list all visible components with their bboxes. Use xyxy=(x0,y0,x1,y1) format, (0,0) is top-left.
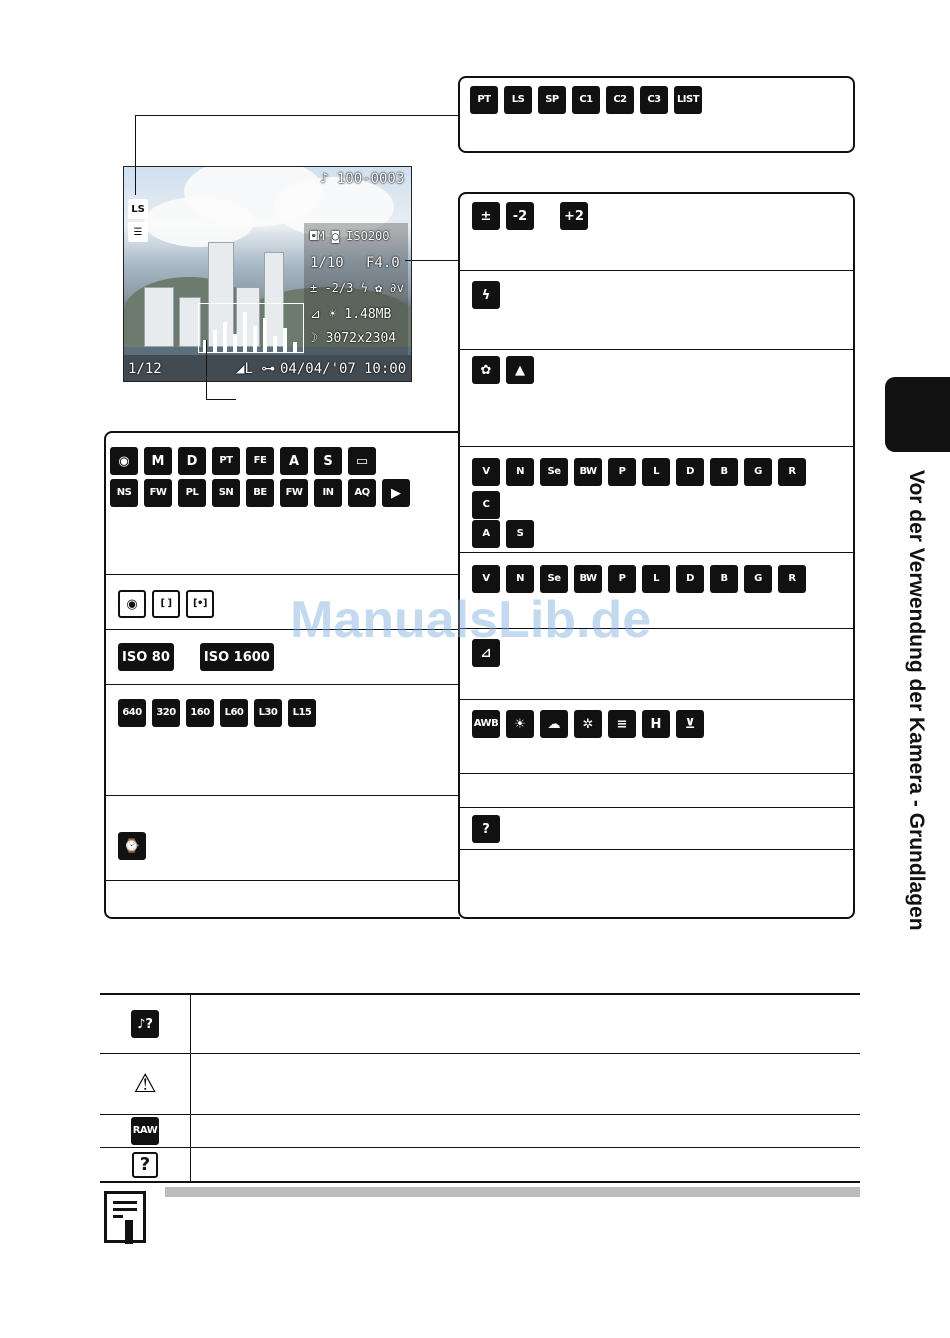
custom3-icon: C3 xyxy=(640,86,668,114)
vivid-blue-icon: B xyxy=(710,458,738,486)
bw-icon: BW xyxy=(574,565,602,593)
my-colors-row2 xyxy=(472,491,500,519)
my-colors-icons-b xyxy=(472,565,842,593)
tungsten-icon: ✲ xyxy=(574,710,602,738)
lighter-skin-icon: L xyxy=(642,458,670,486)
scene-mode-icons xyxy=(470,86,702,114)
minus-two-icon: -2 xyxy=(506,202,534,230)
custom-color-icon: C xyxy=(472,491,500,519)
focus-icons xyxy=(472,356,534,384)
neutral-icon: N xyxy=(506,565,534,593)
evaluative-metering-icon: ◉ xyxy=(118,590,146,618)
watermark: ManualsLib.de xyxy=(290,591,652,649)
self-timer-icon: ⌚ xyxy=(118,832,146,860)
callout-line xyxy=(135,115,136,195)
table-bottom-rule xyxy=(100,1181,860,1183)
raw-icon: RAW xyxy=(131,1117,159,1145)
callout-line xyxy=(135,115,458,116)
sports-icon: SP xyxy=(538,86,566,114)
positive-film-icon: P xyxy=(608,565,636,593)
vivid-blue-icon: B xyxy=(710,565,738,593)
iso-icons xyxy=(118,643,274,671)
lighter-skin-icon: L xyxy=(642,565,670,593)
self-timer-icons xyxy=(118,832,146,860)
cloudy-icon: ☁ xyxy=(540,710,568,738)
movie-320-icon: 320 xyxy=(152,699,180,727)
digital-macro-icon: D xyxy=(178,447,206,475)
custom2-icon: C2 xyxy=(606,86,634,114)
bw-icon: BW xyxy=(574,458,602,486)
metering-icons xyxy=(118,590,214,618)
right-settings-box xyxy=(458,192,855,919)
building xyxy=(144,287,174,347)
exposure-comp: ± -2/3 ϟ ✿ ∂v xyxy=(310,281,404,295)
center-weighted-icon: [ ] xyxy=(152,590,180,618)
stitch-icon: ▭ xyxy=(348,447,376,475)
sound-memo-icon: ♪? xyxy=(131,1010,159,1038)
exposure-comp-icons xyxy=(472,202,588,230)
aquarium-icon: AQ xyxy=(348,479,376,507)
darker-skin-icon: D xyxy=(676,458,704,486)
question-icon: ? xyxy=(132,1152,158,1178)
exposure-comp-icon: ± xyxy=(472,202,500,230)
macro-icon: ✿ xyxy=(472,356,500,384)
color-accent-icon: A xyxy=(472,520,500,548)
indoor-icon: IN xyxy=(314,479,342,507)
my-colors-icons-a xyxy=(472,458,842,486)
white-balance-icons xyxy=(472,710,704,738)
quality: ◢L ⊶ xyxy=(236,361,276,377)
table-row xyxy=(100,1054,190,1114)
color-accent-icon: A xyxy=(280,447,308,475)
table-row xyxy=(100,1148,190,1181)
cloud xyxy=(144,197,254,247)
callout-line xyxy=(206,340,207,400)
movie-l15-icon: L15 xyxy=(288,699,316,727)
color-swap-icon: S xyxy=(314,447,342,475)
plus-two-icon: +2 xyxy=(560,202,588,230)
callout-line xyxy=(206,399,236,400)
file-number: ♪ 100-0003 xyxy=(320,171,405,187)
iso-1600-icon: ISO 1600 xyxy=(200,643,274,671)
auto-icon: ◉ xyxy=(110,447,138,475)
portrait-icon: PT xyxy=(212,447,240,475)
auto-wb-icon: AWB xyxy=(472,710,500,738)
movie-l30-icon: L30 xyxy=(254,699,282,727)
my-colors-row3 xyxy=(472,520,534,548)
positive-film-icon: P xyxy=(608,458,636,486)
resolution-row: ☽ 3072x2304 xyxy=(310,331,397,346)
table-row-rule xyxy=(100,1053,860,1054)
histogram xyxy=(198,303,304,353)
list-icon: ☰ xyxy=(128,222,148,242)
sepia-icon: Se xyxy=(540,458,568,486)
vivid-red-icon: R xyxy=(778,458,806,486)
callout-line xyxy=(405,260,458,261)
fireworks-icon: FW xyxy=(280,479,308,507)
chapter-tab xyxy=(885,377,950,452)
spot-metering-icon: [•] xyxy=(186,590,214,618)
color-swap-icon: S xyxy=(506,520,534,548)
list-icon: LIST xyxy=(674,86,702,114)
stabilizer-icons xyxy=(472,815,500,843)
kids-pets-icon: FW xyxy=(144,479,172,507)
vivid-green-icon: G xyxy=(744,458,772,486)
chapter-title: Vor der Verwendung der Kamera - Grundlagen xyxy=(905,470,928,931)
manual-icon: M xyxy=(144,447,172,475)
flash-icons xyxy=(472,281,500,309)
night-snapshot-icon: NS xyxy=(110,479,138,507)
portrait-icon: PT xyxy=(470,86,498,114)
fluorescent-icon: ≡ xyxy=(608,710,636,738)
iso-80-icon: ISO 80 xyxy=(118,643,174,671)
vivid-green-icon: G xyxy=(744,565,772,593)
table-row xyxy=(100,995,190,1053)
movie-640-icon: 640 xyxy=(118,699,146,727)
aperture: F4.0 xyxy=(366,255,400,271)
daylight-icon: ☀ xyxy=(506,710,534,738)
movie-l60-icon: L60 xyxy=(220,699,248,727)
table-row-rule xyxy=(100,1147,860,1148)
stitch-assist-icon: ⊿ xyxy=(472,639,500,667)
landscape-icon: LS xyxy=(504,86,532,114)
shutter-speed: 1/10 xyxy=(310,255,344,271)
frame-counter: 1/12 xyxy=(128,361,162,377)
infinity-icon: ▲ xyxy=(506,356,534,384)
table-row-rule xyxy=(100,1114,860,1115)
movie-size-icons xyxy=(118,699,316,727)
beach-icon: BE xyxy=(246,479,274,507)
red-eye-icon: ? xyxy=(472,815,500,843)
vivid-red-icon: R xyxy=(778,565,806,593)
date: 04/04/'07 xyxy=(280,361,356,377)
table-top-rule xyxy=(100,993,860,995)
shooting-mode-icons xyxy=(110,447,440,475)
note-icon xyxy=(104,1191,146,1243)
darker-skin-icon: D xyxy=(676,565,704,593)
time: 10:00 xyxy=(364,361,407,377)
file-size-row: ⊿ ☀ 1.48MB xyxy=(310,307,392,322)
lcd-preview-image xyxy=(123,166,412,382)
movie-160-icon: 160 xyxy=(186,699,214,727)
neutral-icon: N xyxy=(506,458,534,486)
custom-wb-icon: ⊻ xyxy=(676,710,704,738)
snow-icon: SN xyxy=(212,479,240,507)
foliage-icon: FE xyxy=(246,447,274,475)
flash-icon: ϟ xyxy=(472,281,500,309)
plant-icon: PL xyxy=(178,479,206,507)
shooting-mode-icons-row2 xyxy=(110,479,450,507)
custom1-icon: C1 xyxy=(572,86,600,114)
vivid-icon: V xyxy=(472,458,500,486)
vivid-icon: V xyxy=(472,565,500,593)
landscape-icon: LS xyxy=(128,199,148,219)
mode-iso: ◘M ◙ ISO200 xyxy=(310,229,390,243)
fluorescent-h-icon: H xyxy=(642,710,670,738)
sepia-icon: Se xyxy=(540,565,568,593)
table-row xyxy=(100,1115,190,1147)
table-column-rule xyxy=(190,993,191,1182)
movie-icon: ▶ xyxy=(382,479,410,507)
note-bar xyxy=(165,1187,860,1197)
warning-icon: ⚠ xyxy=(133,1069,157,1099)
